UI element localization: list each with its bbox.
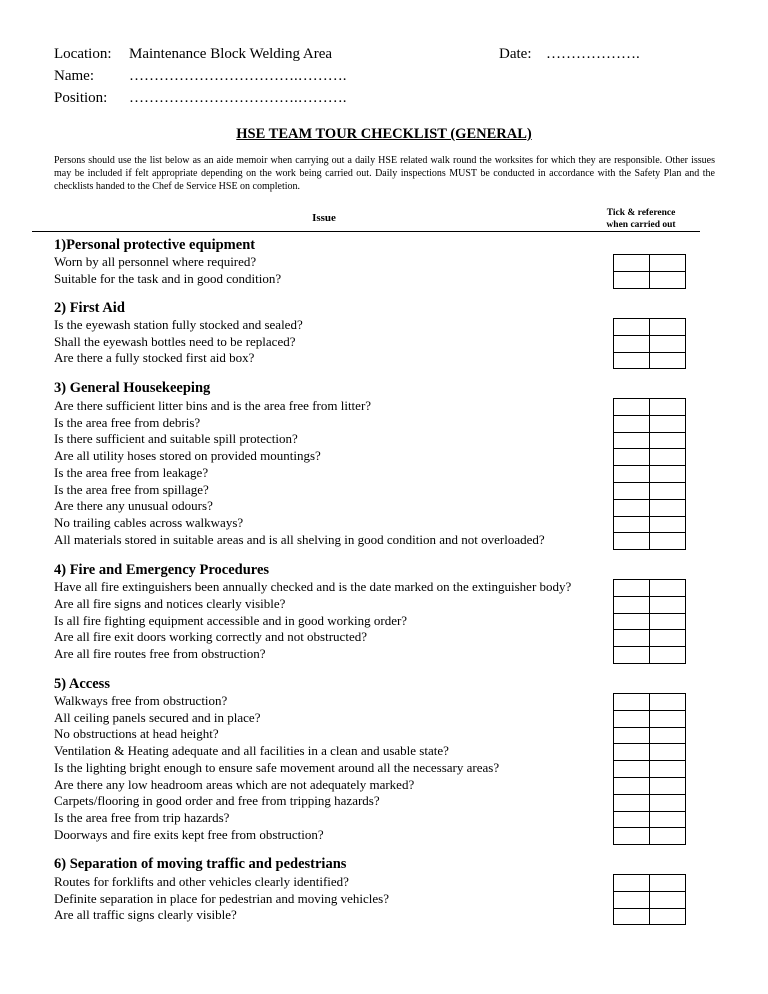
- tick-cell[interactable]: [614, 596, 650, 613]
- section-title: 4) Fire and Emergency Procedures: [54, 562, 270, 578]
- reference-cell[interactable]: [650, 580, 686, 597]
- page-title: HSE TEAM TOUR CHECKLIST (GENERAL): [236, 126, 532, 142]
- reference-cell[interactable]: [650, 516, 686, 533]
- reference-cell[interactable]: [650, 432, 686, 449]
- list-item: Carpets/flooring in good order and free from tripping hazards?: [54, 793, 380, 808]
- reference-cell[interactable]: [650, 613, 686, 630]
- tick-cell[interactable]: [614, 908, 650, 925]
- tick-grid: [613, 693, 686, 845]
- list-item: Is there sufficient and suitable spill protection?: [54, 431, 298, 446]
- tick-cell[interactable]: [614, 255, 650, 272]
- list-item: Suitable for the task and in good condition?: [54, 271, 282, 286]
- reference-cell[interactable]: [650, 449, 686, 466]
- reference-cell[interactable]: [650, 727, 686, 744]
- reference-cell[interactable]: [650, 875, 686, 892]
- list-item: Are all utility hoses stored on provided mountings?: [54, 448, 321, 463]
- list-item: Doorways and fire exits kept free from obstruction?: [54, 827, 324, 842]
- list-item: Definite separation in place for pedestrian and moving vehicles?: [54, 891, 389, 906]
- tick-cell[interactable]: [614, 466, 650, 483]
- list-item: Are there sufficient litter bins and is the area free from litter?: [54, 398, 372, 413]
- reference-cell[interactable]: [650, 335, 686, 352]
- tick-grid: [613, 874, 686, 925]
- tick-cell[interactable]: [614, 482, 650, 499]
- list-item: Is the eyewash station fully stocked and sealed?: [54, 317, 303, 332]
- list-item: Is the area free from debris?: [54, 415, 201, 430]
- tick-cell[interactable]: [614, 875, 650, 892]
- header-rule: [32, 231, 700, 232]
- tick-cell[interactable]: [614, 777, 650, 794]
- section-title: 6) Separation of moving traffic and pedestrians: [54, 856, 347, 872]
- list-item: Is the area free from spillage?: [54, 482, 209, 497]
- tick-cell[interactable]: [614, 432, 650, 449]
- list-item: Is all fire fighting equipment accessible and in good working order?: [54, 613, 408, 628]
- position-label: Position:: [54, 90, 108, 106]
- tick-cell[interactable]: [614, 352, 650, 369]
- list-item: Are there a fully stocked first aid box?: [54, 350, 255, 365]
- tick-cell[interactable]: [614, 744, 650, 761]
- tick-cell[interactable]: [614, 613, 650, 630]
- tick-cell[interactable]: [614, 415, 650, 432]
- list-item: Are all traffic signs clearly visible?: [54, 907, 237, 922]
- reference-cell[interactable]: [650, 499, 686, 516]
- list-item: No trailing cables across walkways?: [54, 515, 244, 530]
- tick-cell[interactable]: [614, 271, 650, 288]
- tick-grid: [613, 579, 686, 664]
- tick-header-line1: Tick & reference: [606, 208, 676, 218]
- section-title: 2) First Aid: [54, 300, 125, 316]
- location-value: Maintenance Block Welding Area: [129, 46, 333, 62]
- location-label: Location:: [54, 46, 112, 62]
- tick-grid: [613, 398, 686, 550]
- list-item: Have all fire extinguishers been annually checked and is the date marked on the extinguisher body?: [54, 579, 572, 594]
- tick-grid: [613, 254, 686, 289]
- name-label: Name:: [54, 68, 94, 84]
- tick-cell[interactable]: [614, 761, 650, 778]
- date-label: Date:: [499, 46, 532, 62]
- tick-cell[interactable]: [614, 630, 650, 647]
- list-item: Is the lighting bright enough to ensure safe movement around all the necessary areas?: [54, 760, 500, 775]
- reference-cell[interactable]: [650, 908, 686, 925]
- reference-cell[interactable]: [650, 482, 686, 499]
- reference-cell[interactable]: [650, 694, 686, 711]
- reference-cell[interactable]: [650, 794, 686, 811]
- list-item: No obstructions at head height?: [54, 726, 219, 741]
- list-item: Is the area free from leakage?: [54, 465, 209, 480]
- reference-cell[interactable]: [650, 647, 686, 664]
- section-title: 1)Personal protective equipment: [54, 237, 256, 253]
- name-value: …………………………….……….: [129, 68, 347, 84]
- section-title: 3) General Housekeeping: [54, 380, 211, 396]
- reference-cell[interactable]: [650, 271, 686, 288]
- reference-cell[interactable]: [650, 811, 686, 828]
- list-item: Walkways free from obstruction?: [54, 693, 228, 708]
- section-title: 5) Access: [54, 676, 110, 692]
- reference-cell[interactable]: [650, 466, 686, 483]
- reference-cell[interactable]: [650, 415, 686, 432]
- reference-cell[interactable]: [650, 710, 686, 727]
- tick-cell[interactable]: [614, 794, 650, 811]
- list-item: Ventilation & Heating adequate and all facilities in a clean and usable state?: [54, 743, 449, 758]
- list-item: Are all fire exit doors working correctly and not obstructed?: [54, 629, 367, 644]
- list-item: Are all fire signs and notices clearly visible?: [54, 596, 286, 611]
- reference-cell[interactable]: [650, 596, 686, 613]
- list-item: Are all fire routes free from obstruction?: [54, 646, 266, 661]
- list-item: Is the area free from trip hazards?: [54, 810, 230, 825]
- tick-cell[interactable]: [614, 533, 650, 550]
- reference-cell[interactable]: [650, 352, 686, 369]
- tick-grid: [613, 318, 686, 369]
- list-item: All ceiling panels secured and in place?: [54, 710, 261, 725]
- tick-cell[interactable]: [614, 499, 650, 516]
- reference-cell[interactable]: [650, 828, 686, 845]
- tick-column-header: [596, 207, 686, 231]
- list-item: Routes for forklifts and other vehicles clearly identified?: [54, 874, 349, 889]
- tick-cell[interactable]: [614, 694, 650, 711]
- tick-header-line2: when carried out: [606, 220, 676, 230]
- reference-cell[interactable]: [650, 777, 686, 794]
- reference-cell[interactable]: [650, 891, 686, 908]
- list-item: Are there any low headroom areas which are not adequately marked?: [54, 777, 415, 792]
- date-value: ……………….: [546, 46, 640, 62]
- list-item: Worn by all personnel where required?: [54, 254, 257, 269]
- intro-paragraph: Persons should use the list below as an aide memoir when carrying out a daily HSE related walk round the worksites for which they are responsible. Other issues may be included if felt appropriate depending on the work being carried out. Daily inspections MUST be conducted in accordance with the Safety Plan and the checklists handed to the Chef de Service HSE on completion.: [54, 155, 715, 192]
- tick-cell[interactable]: [614, 891, 650, 908]
- tick-cell[interactable]: [614, 580, 650, 597]
- tick-cell[interactable]: [614, 449, 650, 466]
- reference-cell[interactable]: [650, 533, 686, 550]
- tick-cell[interactable]: [614, 319, 650, 336]
- reference-cell[interactable]: [650, 399, 686, 416]
- tick-cell[interactable]: [614, 710, 650, 727]
- list-item: All materials stored in suitable areas and is all shelving in good condition and not overloaded?: [54, 532, 545, 547]
- position-value: …………………………….……….: [129, 90, 347, 106]
- tick-cell[interactable]: [614, 828, 650, 845]
- reference-cell[interactable]: [650, 761, 686, 778]
- reference-cell[interactable]: [650, 744, 686, 761]
- tick-cell[interactable]: [614, 335, 650, 352]
- reference-cell[interactable]: [650, 630, 686, 647]
- issue-column-header: Issue: [312, 212, 336, 224]
- list-item: Are there any unusual odours?: [54, 498, 213, 513]
- tick-cell[interactable]: [614, 516, 650, 533]
- tick-cell[interactable]: [614, 647, 650, 664]
- tick-cell[interactable]: [614, 811, 650, 828]
- tick-cell[interactable]: [614, 727, 650, 744]
- tick-cell[interactable]: [614, 399, 650, 416]
- reference-cell[interactable]: [650, 255, 686, 272]
- reference-cell[interactable]: [650, 319, 686, 336]
- list-item: Shall the eyewash bottles need to be replaced?: [54, 334, 296, 349]
